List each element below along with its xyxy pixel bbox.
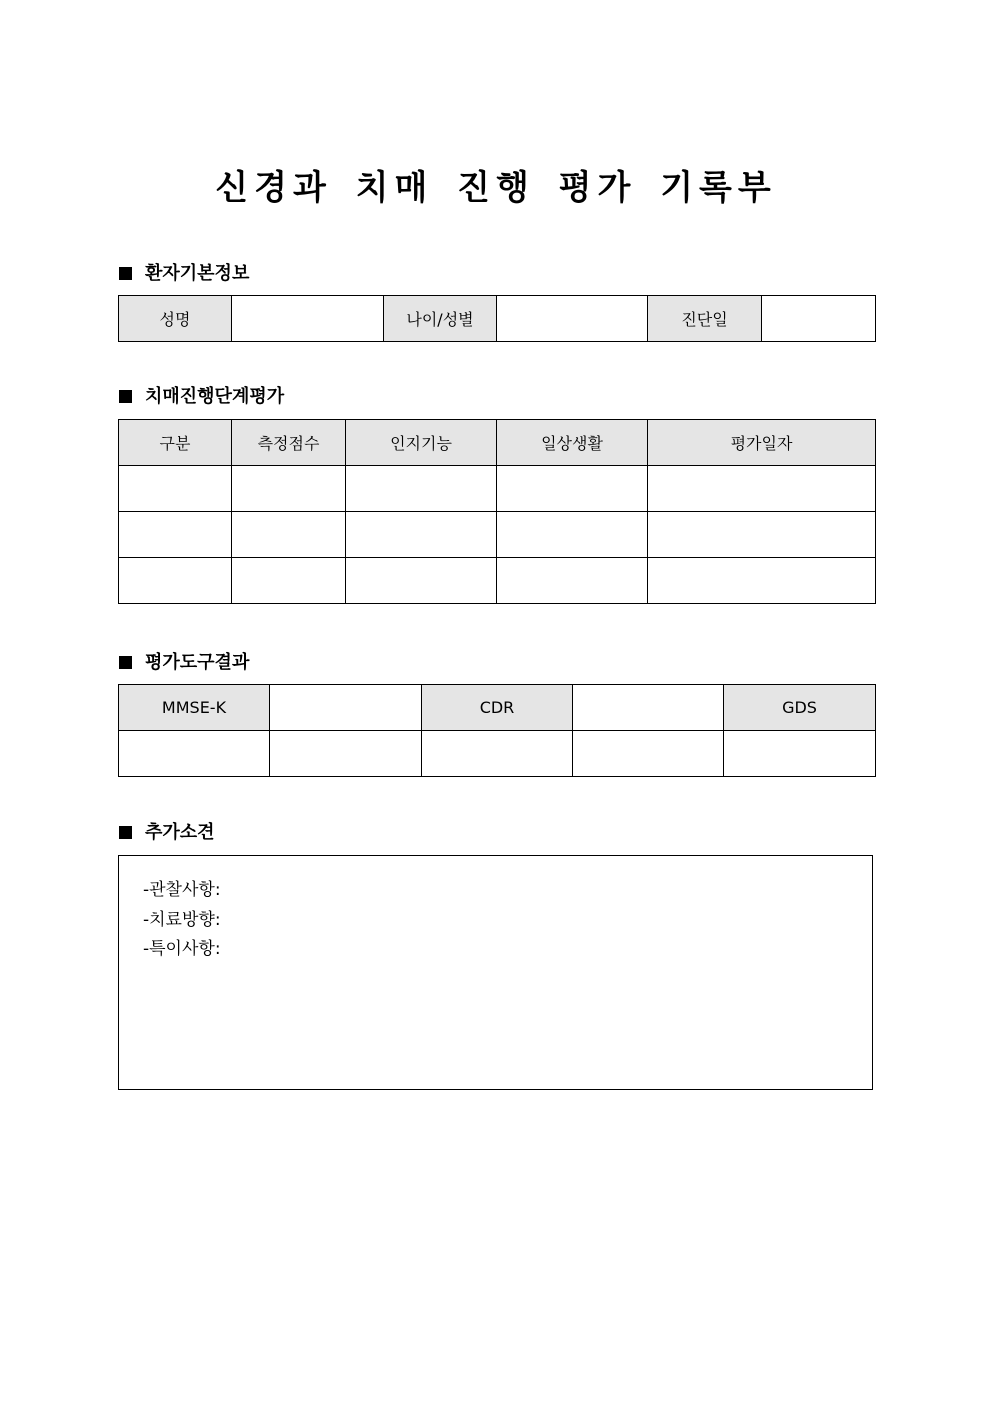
table-row [119,731,876,777]
treatment-direction-line: -치료방향: [143,909,221,930]
square-bullet-icon [119,390,132,403]
section-label: 추가소견 [145,822,215,843]
square-bullet-icon [119,267,132,280]
column-header: 측정점수 [232,420,346,466]
table-cell[interactable] [346,466,497,512]
table-cell[interactable] [232,512,346,558]
name-label: 성명 [119,296,232,342]
section-heading-patient-info [119,259,249,285]
table-row [119,512,876,558]
cdr-field[interactable] [573,685,724,731]
additional-notes-box[interactable] [118,855,873,1090]
table-cell[interactable] [232,466,346,512]
table-cell[interactable] [119,512,232,558]
section-label: 평가도구결과 [145,652,250,673]
table-cell[interactable] [497,558,648,604]
table-header-row [119,685,876,731]
page-title: 신경과 치매 진행 평가 기록부 [215,168,777,208]
table-row [119,558,876,604]
table-cell[interactable] [422,731,573,777]
name-field[interactable] [232,296,384,342]
diagnosis-date-label: 진단일 [648,296,762,342]
gds-label: GDS [724,685,876,731]
table-cell[interactable] [497,466,648,512]
mmse-k-field[interactable] [270,685,422,731]
special-notes-line: -특이사항: [143,939,221,959]
mmse-k-label: MMSE-K [119,685,270,731]
square-bullet-icon [119,656,132,669]
table-cell[interactable] [648,512,876,558]
tool-results-table [118,684,876,777]
section-heading-tool-results [119,648,249,674]
observation-line: -관찰사항: [143,880,221,900]
square-bullet-icon [119,826,132,839]
section-label: 치매진행단계평가 [145,386,285,407]
column-header: 일상생활 [497,420,648,466]
table-cell[interactable] [648,558,876,604]
table-row [119,466,876,512]
table-cell[interactable] [648,466,876,512]
age-gender-field[interactable] [497,296,648,342]
gds-field[interactable] [724,731,876,777]
stage-eval-table [118,419,876,604]
table-row [119,296,876,342]
table-cell[interactable] [270,731,422,777]
section-heading-additional [119,818,215,844]
table-cell[interactable] [119,731,270,777]
section-heading-stage-eval [119,382,284,408]
cdr-label: CDR [422,685,573,731]
column-header: 평가일자 [648,420,876,466]
table-cell[interactable] [346,512,497,558]
section-label: 환자기본정보 [145,263,250,284]
table-cell[interactable] [346,558,497,604]
column-header: 인지기능 [346,420,497,466]
diagnosis-date-field[interactable] [762,296,876,342]
table-cell[interactable] [232,558,346,604]
table-header-row [119,420,876,466]
table-cell[interactable] [497,512,648,558]
age-gender-label: 나이/성별 [384,296,497,342]
table-cell[interactable] [119,466,232,512]
patient-info-table [118,295,876,342]
column-header: 구분 [119,420,232,466]
table-cell[interactable] [119,558,232,604]
table-cell[interactable] [573,731,724,777]
